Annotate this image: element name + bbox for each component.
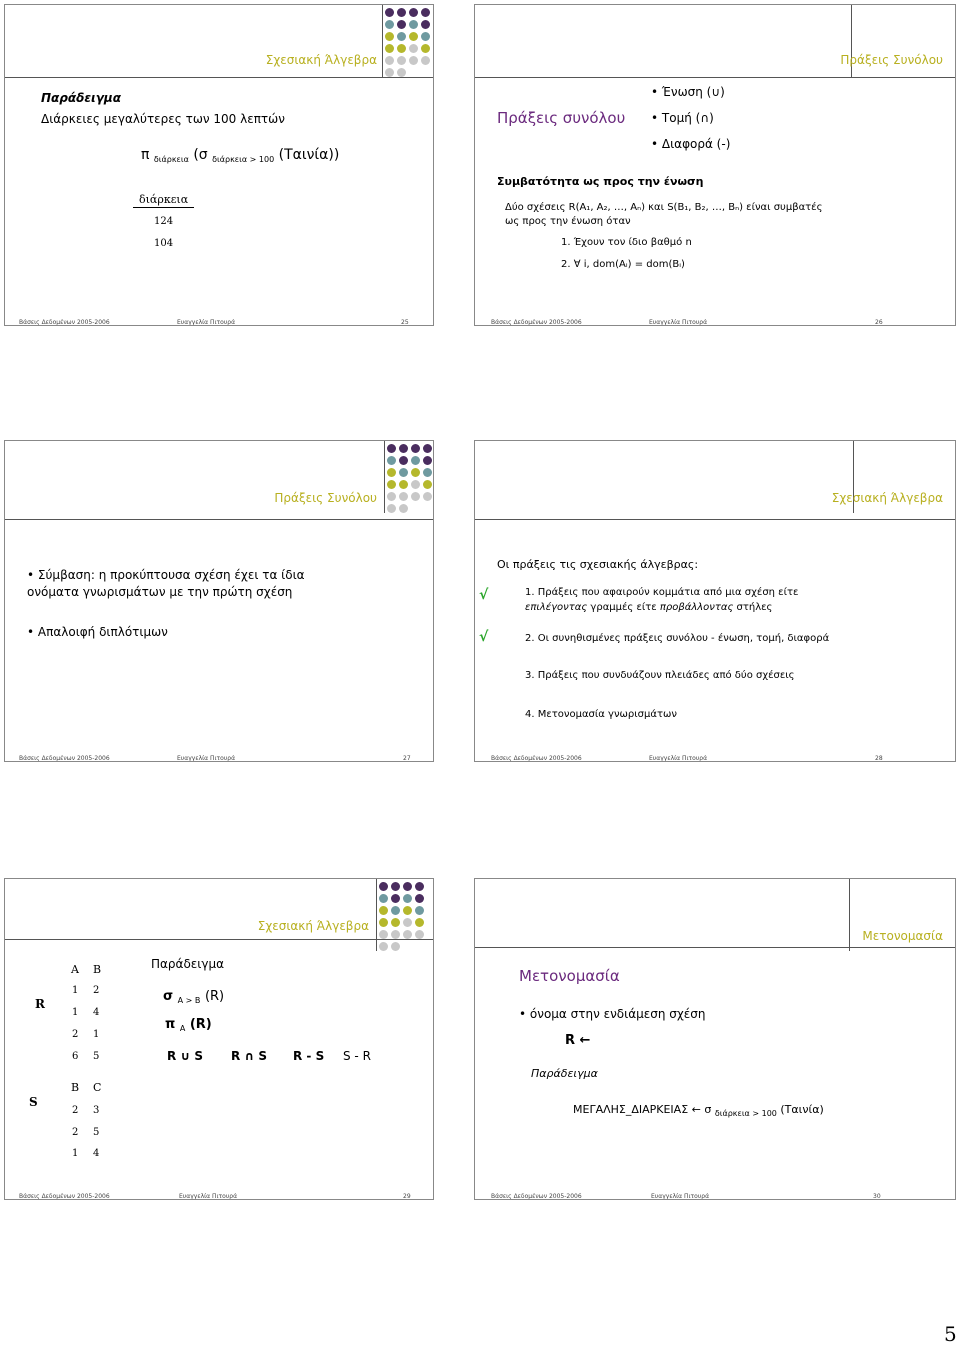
decorative-dot (423, 468, 432, 477)
compat-title: Συμβατότητα ως προς την ένωση (497, 175, 704, 188)
decorative-dot (411, 456, 420, 465)
table-cell: 4 (93, 1007, 100, 1018)
decorative-dot (391, 930, 400, 939)
set-op-expression: S - R (343, 1049, 371, 1063)
decorative-dot (415, 882, 424, 891)
slide-header: Σχεσιακή Άλγεβρα (257, 919, 369, 933)
decorative-dot (397, 8, 406, 17)
slide-header: Πράξεις Συνόλου (840, 53, 943, 67)
convention-bullet: • Σύμβαση: η προκύπτουσα σχέση έχει τα ίδια (27, 568, 305, 582)
table-cell: 5 (93, 1051, 100, 1062)
decorative-dots (379, 882, 424, 951)
decorative-dot (423, 492, 432, 501)
decorative-dot (399, 492, 408, 501)
relation-s-label: S (29, 1095, 38, 1109)
set-op-union: • Ένωση (∪) (651, 85, 725, 99)
decorative-dot (399, 456, 408, 465)
decorative-dot (391, 906, 400, 915)
rename-bullet: • όνομα στην ενδιάμεση σχέση (519, 1007, 706, 1021)
decorative-dot (411, 480, 420, 489)
decorative-dot (397, 20, 406, 29)
decorative-dot (409, 8, 418, 17)
decorative-dot (411, 444, 420, 453)
decorative-dot (379, 930, 388, 939)
decorative-dot (423, 480, 432, 489)
decorative-dot (409, 44, 418, 53)
decorative-dot (409, 20, 418, 29)
table-cell: 1 (72, 1007, 79, 1018)
decorative-dot (411, 468, 420, 477)
compat-line: ως προς την ένωση όταν (505, 216, 631, 227)
ops-item-cont: επιλέγοντας γραμμές είτε προβάλλοντας στήλες (525, 602, 773, 613)
decorative-dot (379, 894, 388, 903)
slide-26: Πράξεις Συνόλου Πράξεις συνόλου • Ένωση (∪) • Τομή (∩) • Διαφορά (-) Συμβατότητα ως προς την ένωση Δύο σχέσεις R(A₁, A₂, …, Aₙ) και S(B₁, B₂, …, Bₙ) είναι συμβατές ως προς την ένωση όταν 1. Έχουν τον ίδιο βαθμό n 2. ∀ i, dom(Aᵢ) = dom(Bᵢ) Βάσεις Δεδομένων 2005-2006 Ευαγγελία Πιτουρά 26 (474, 4, 956, 326)
decorative-dot (415, 942, 424, 951)
table-header: A (71, 963, 79, 976)
table-cell: 1 (93, 1029, 100, 1040)
ops-item: 4. Μετονομασία γνωρισμάτων (525, 709, 677, 720)
selection-expression: σ $_{A > B}$ (R) (163, 989, 225, 1005)
projection-expression: π $_{\delta\iota ά\rho\kappa\varepsilon\iota\alpha}$ (σ $_{\delta\iota ά\rho\kappa\varepsilon\iota\alpha > 100}$ (Ταινία)) (141, 147, 340, 164)
decorative-dot (421, 32, 430, 41)
decorative-dot (423, 456, 432, 465)
decorative-dot (385, 8, 394, 17)
decorative-dot (385, 68, 394, 77)
decorative-dot (387, 492, 396, 501)
decorative-dot (387, 444, 396, 453)
table-cell: 4 (93, 1148, 100, 1159)
decorative-dot (411, 504, 420, 513)
decorative-dot (387, 480, 396, 489)
slide-header: Σχεσιακή Άλγεβρα (265, 53, 377, 67)
table-cell: 6 (72, 1051, 79, 1062)
decorative-dot (421, 20, 430, 29)
decorative-dot (399, 468, 408, 477)
table-cell: 2 (72, 1029, 79, 1040)
decorative-dot (409, 32, 418, 41)
slide-27: Πράξεις Συνόλου • Σύμβαση: η προκύπτουσα σχέση έχει τα ίδια ονόματα γνωρισμάτων με την πρώτη σχέση • Απαλοιφή διπλότιμων Βάσεις Δεδομένων 2005-2006 Ευαγγελία Πιτουρά 27 (4, 440, 434, 762)
decorative-dot (403, 894, 412, 903)
decorative-dot (421, 68, 430, 77)
set-op-intersection: • Τομή (∩) (651, 111, 714, 125)
decorative-dot (385, 44, 394, 53)
decorative-dot (415, 918, 424, 927)
decorative-dot (415, 930, 424, 939)
slide-header: Πράξεις Συνόλου (274, 491, 377, 505)
example-title: Παράδειγμα (531, 1067, 598, 1080)
decorative-dot (411, 492, 420, 501)
decorative-dot (409, 68, 418, 77)
table-header: B (71, 1081, 80, 1094)
table-cell: 1 (72, 1148, 79, 1159)
slide-header: Σχεσιακή Άλγεβρα (831, 491, 943, 505)
decorative-dot (403, 930, 412, 939)
decorative-dot (391, 882, 400, 891)
example-title: Παράδειγμα (41, 91, 121, 105)
set-op-expression: R - S (293, 1049, 325, 1063)
result-value: 104 (154, 238, 174, 249)
slide-30: Μετονομασία Μετονομασία • όνομα στην ενδιάμεση σχέση R ← Παράδειγμα ΜΕΓΑΛΗΣ_ΔΙΑΡΚΕΙΑΣ ← σ $_{\delta\iota ά\rho\kappa\varepsilon\iota\alpha > 100}$ (Ταινία) Βάσεις Δεδομένων 2005-2006 Ευαγγελία Πιτουρά 30 (474, 878, 956, 1200)
decorative-dot (421, 56, 430, 65)
ops-item: 2. Οι συνηθισμένες πράξεις συνόλου - ένωση, τομή, διαφορά (525, 633, 830, 644)
decorative-dot (391, 894, 400, 903)
table-cell: 3 (93, 1105, 100, 1116)
ops-item: 1. Πράξεις που αφαιρούν κομμάτια από μια σχέση είτε (525, 587, 799, 598)
example-text: Διάρκειες μεγαλύτερες των 100 λεπτών (41, 112, 285, 126)
decorative-dot (379, 882, 388, 891)
table-cell: 5 (93, 1127, 100, 1138)
slide-25: Σχεσιακή Άλγεβρα Παράδειγμα Διάρκειες μεγαλύτερες των 100 λεπτών π $_{\delta\iota ά\rho\kappa\varepsilon\iota\alpha}$ (σ $_{\delta\iota ά\rho\kappa\varepsilon\iota\alpha > 100}$ (Ταινία)) διάρκεια 124 104 Βάσεις Δεδομένων 2005-2006 Ευαγγελία Πιτουρά 25 (4, 4, 434, 326)
set-op-expression: R ∩ S (231, 1049, 267, 1063)
example-title: Παράδειγμα (151, 957, 224, 971)
page-number: 5 (944, 1322, 957, 1345)
decorative-dot (397, 44, 406, 53)
set-op-difference: • Διαφορά (-) (651, 137, 731, 151)
decorative-dot (387, 504, 396, 513)
decorative-dots (385, 8, 430, 77)
decorative-dot (415, 894, 424, 903)
decorative-dot (399, 504, 408, 513)
decorative-dot (397, 32, 406, 41)
decorative-dot (391, 918, 400, 927)
convention-bullet-cont: ονόματα γνωρισμάτων με την πρώτη σχέση (27, 585, 293, 599)
decorative-dot (409, 56, 418, 65)
relation-r-label: R (35, 997, 45, 1011)
decorative-dot (387, 468, 396, 477)
decorative-dot (403, 906, 412, 915)
decorative-dot (379, 906, 388, 915)
compat-condition: 1. Έχουν τον ίδιο βαθμό n (561, 237, 692, 248)
decorative-dot (421, 8, 430, 17)
ops-item: 3. Πράξεις που συνδυάζουν πλειάδες από δύο σχέσεις (525, 670, 795, 681)
decorative-dot (403, 942, 412, 951)
decorative-dot (385, 32, 394, 41)
decorative-dot (399, 480, 408, 489)
slide-title: Μετονομασία (519, 967, 620, 985)
check-icon: √ (479, 587, 489, 603)
table-cell: 2 (93, 985, 100, 996)
decorative-dot (379, 918, 388, 927)
decorative-dot (385, 56, 394, 65)
decorative-dot (379, 942, 388, 951)
decorative-dot (423, 504, 432, 513)
rename-arrow-expression: R ← (565, 1033, 591, 1048)
decorative-dot (399, 444, 408, 453)
decorative-dots (387, 444, 432, 513)
decorative-dot (397, 68, 406, 77)
slide-header: Μετονομασία (862, 929, 943, 943)
decorative-dot (415, 906, 424, 915)
table-header: B (93, 963, 102, 976)
slide-29: Σχεσιακή Άλγεβρα R S A B 1 2 1 4 2 1 6 5 B C 2 3 2 5 1 4 Παράδειγμα σ $_{A > B}$ (R) π $_A$ (R) R ∪ S R ∩ S R - S S - R Βάσεις Δεδομένων 2005-2006 Ευαγγελία Πιτουρά 29 (4, 878, 434, 1200)
decorative-dot (421, 44, 430, 53)
slide-28: Σχεσιακή Άλγεβρα Οι πράξεις τις σχεσιακής άλγεβρας: √ 1. Πράξεις που αφαιρούν κομμάτια από μια σχέση είτε επιλέγοντας γραμμές είτε προβάλλοντας στήλες √ 2. Οι συνηθισμένες πράξεις συνόλου - ένωση, τομή, διαφορά 3. Πράξεις που συνδυάζουν πλειάδες από δύο σχέσεις 4. Μετονομασία γνωρισμάτων Βάσεις Δεδομένων 2005-2006 Ευαγγελία Πιτουρά 28 (474, 440, 956, 762)
rename-example-expression: ΜΕΓΑΛΗΣ_ΔΙΑΡΚΕΙΑΣ ← σ $_{\delta\iota ά\rho\kappa\varepsilon\iota\alpha > 100}$ (Ταινία) (573, 1103, 824, 1118)
result-value: 124 (154, 216, 174, 227)
decorative-dot (391, 942, 400, 951)
result-column-header: διάρκεια (133, 193, 194, 208)
set-op-expression: R ∪ S (167, 1049, 203, 1063)
decorative-dot (385, 20, 394, 29)
ops-intro: Οι πράξεις τις σχεσιακής άλγεβρας: (497, 558, 699, 571)
table-header: C (93, 1081, 102, 1094)
compat-condition: 2. ∀ i, dom(Aᵢ) = dom(Bᵢ) (561, 259, 685, 270)
duplicate-elimination-bullet: • Απαλοιφή διπλότιμων (27, 625, 168, 639)
decorative-dot (403, 882, 412, 891)
slide-title: Πράξεις συνόλου (497, 109, 626, 127)
decorative-dot (403, 918, 412, 927)
table-cell: 2 (72, 1105, 79, 1116)
check-icon: √ (479, 629, 489, 645)
table-cell: 2 (72, 1127, 79, 1138)
compat-line: Δύο σχέσεις R(A₁, A₂, …, Aₙ) και S(B₁, B₂, …, Bₙ) είναι συμβατές (505, 202, 823, 213)
decorative-dot (423, 444, 432, 453)
projection-expression: π $_A$ (R) (165, 1017, 212, 1033)
table-cell: 1 (72, 985, 79, 996)
decorative-dot (387, 456, 396, 465)
decorative-dot (397, 56, 406, 65)
